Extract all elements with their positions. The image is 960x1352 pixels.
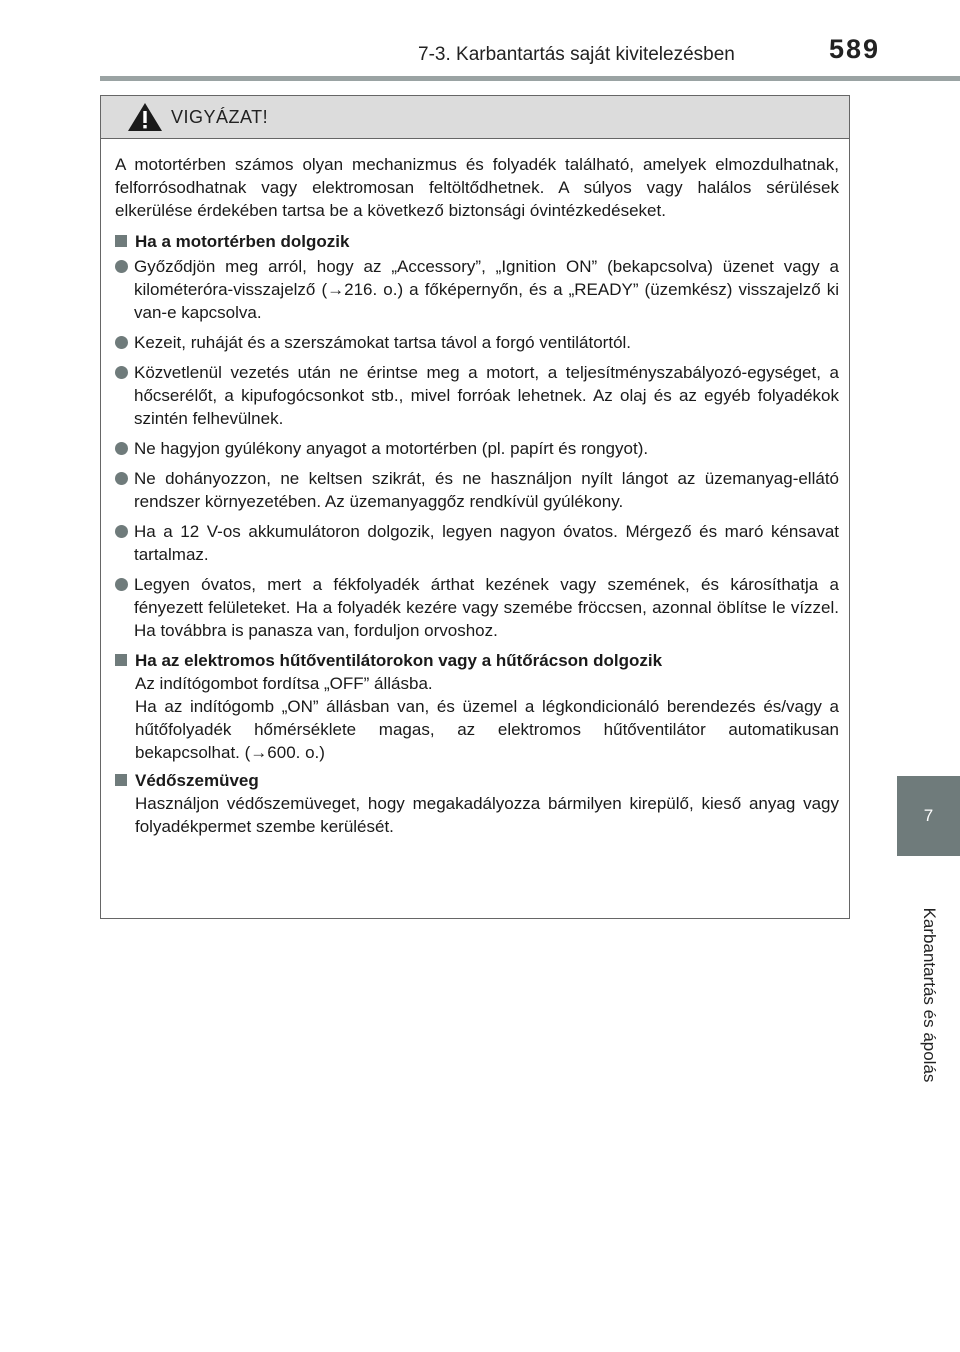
bullet-dot-icon: [115, 472, 128, 485]
cooling-fans-text: [115, 672, 839, 764]
bullet-dot-icon: [115, 260, 128, 273]
bullet-text: Győződjön meg arról, hogy az „Accessory”, „Ignition ON” (bekapcsolva) üzenet vagy a kilométeróra-visszajelző (→216. o.) a főképernyőn, és a „READY” (üzemkész) visszajelző ki van-e kapcsolva.: [134, 257, 839, 322]
bullet-dot-icon: [115, 336, 128, 349]
list-item: [115, 437, 839, 460]
bullet-dot-icon: [115, 525, 128, 538]
chapter-side-label: Karbantartás és ápolás: [920, 907, 939, 1083]
bullet-text: Legyen óvatos, mert a fékfolyadék árthat kezének vagy szemének, és károsíthatja a fényezett felületeket. Ha a folyadék kezére vagy szemébe fröccsen, azonnal öblítse le vízzel. Ha továbbra is panasza van, forduljon orvoshoz.: [134, 575, 839, 640]
section-heading-engine-bay: [115, 230, 839, 253]
warning-header: [101, 96, 849, 139]
section-heading-text: Ha az elektromos hűtőventilátorokon vagy a hűtőrácson dolgozik: [135, 651, 663, 670]
list-item: [115, 331, 839, 354]
header-title: 7-3. Karbantartás saját kivitelezésben: [418, 44, 735, 65]
section-square-icon: [115, 654, 127, 666]
paragraph: Ha az indítógomb „ON” állásban van, és üzemel a légkondicionáló berendezés és/vagy a hűtőfolyadék hőmérséklete magas, az elektromos hűtőventilátor automatikusan bekapcsolhat. (→600. o.): [135, 697, 839, 762]
warning-title: VIGYÁZAT!: [171, 106, 269, 127]
bullet-text: Ne dohányozzon, ne keltsen szikrát, és ne használjon nyílt lángot az üzemanyag-ellátó rendszer környezetében. Az üzemanyaggőz rendkívül gyúlékony.: [134, 469, 839, 511]
bullet-dot-icon: [115, 578, 128, 591]
bullet-dot-icon: [115, 366, 128, 379]
bullet-text: Közvetlenül vezetés után ne érintse meg a motort, a teljesítményszabályozó-egységet, a hőcserélőt, a kipufogócsonkot stb., mivel forróak lehetnek. Az olaj és az egyéb folyadékok szintén felhevülnek.: [134, 363, 839, 428]
paragraph: Használjon védőszemüveget, hogy megakadályozza bármilyen kirepülő, kieső anyag vagy folyadékpermet szembe kerülését.: [135, 794, 839, 836]
section-heading-text: Védőszemüveg: [135, 771, 259, 790]
warning-body: [101, 139, 849, 838]
list-item: [115, 255, 839, 324]
goggles-text: [115, 792, 839, 838]
list-item: [115, 573, 839, 642]
list-item: [115, 467, 839, 513]
section-heading-goggles: [115, 769, 839, 792]
warning-intro: A motortérben számos olyan mechanizmus és folyadék található, amelyek elmozdulhatnak, felforrósodhatnak vagy elektromosan feltöltődhetnek. A súlyos vagy halálos sérülések elkerülése érdekében tartsa be a következő biztonsági óvintézkedéseket.: [115, 155, 839, 220]
list-item: [115, 361, 839, 430]
section-heading-cooling-fans: [115, 649, 839, 672]
chapter-tab: [897, 776, 960, 856]
section-square-icon: [115, 235, 127, 247]
warning-triangle-icon: [127, 102, 163, 132]
bullet-dot-icon: [115, 442, 128, 455]
bullet-text: Kezeit, ruháját és a szerszámokat tartsa távol a forgó ventilátortól.: [134, 333, 632, 352]
engine-bay-bullets: [115, 255, 839, 642]
chapter-tab-number: 7: [923, 806, 934, 825]
paragraph: Az indítógombot fordítsa „OFF” állásba.: [135, 674, 433, 693]
list-item: [115, 520, 839, 566]
header-rule: [100, 76, 960, 81]
section-square-icon: [115, 774, 127, 786]
bullet-text: Ne hagyjon gyúlékony anyagot a motortérben (pl. papírt és rongyot).: [134, 439, 649, 458]
page-number: 589: [829, 34, 881, 64]
section-heading-text: Ha a motortérben dolgozik: [135, 232, 350, 251]
warning-box: [100, 95, 850, 919]
bullet-text: Ha a 12 V-os akkumulátoron dolgozik, legyen nagyon óvatos. Mérgező és maró kénsavat tartalmaz.: [134, 522, 839, 564]
